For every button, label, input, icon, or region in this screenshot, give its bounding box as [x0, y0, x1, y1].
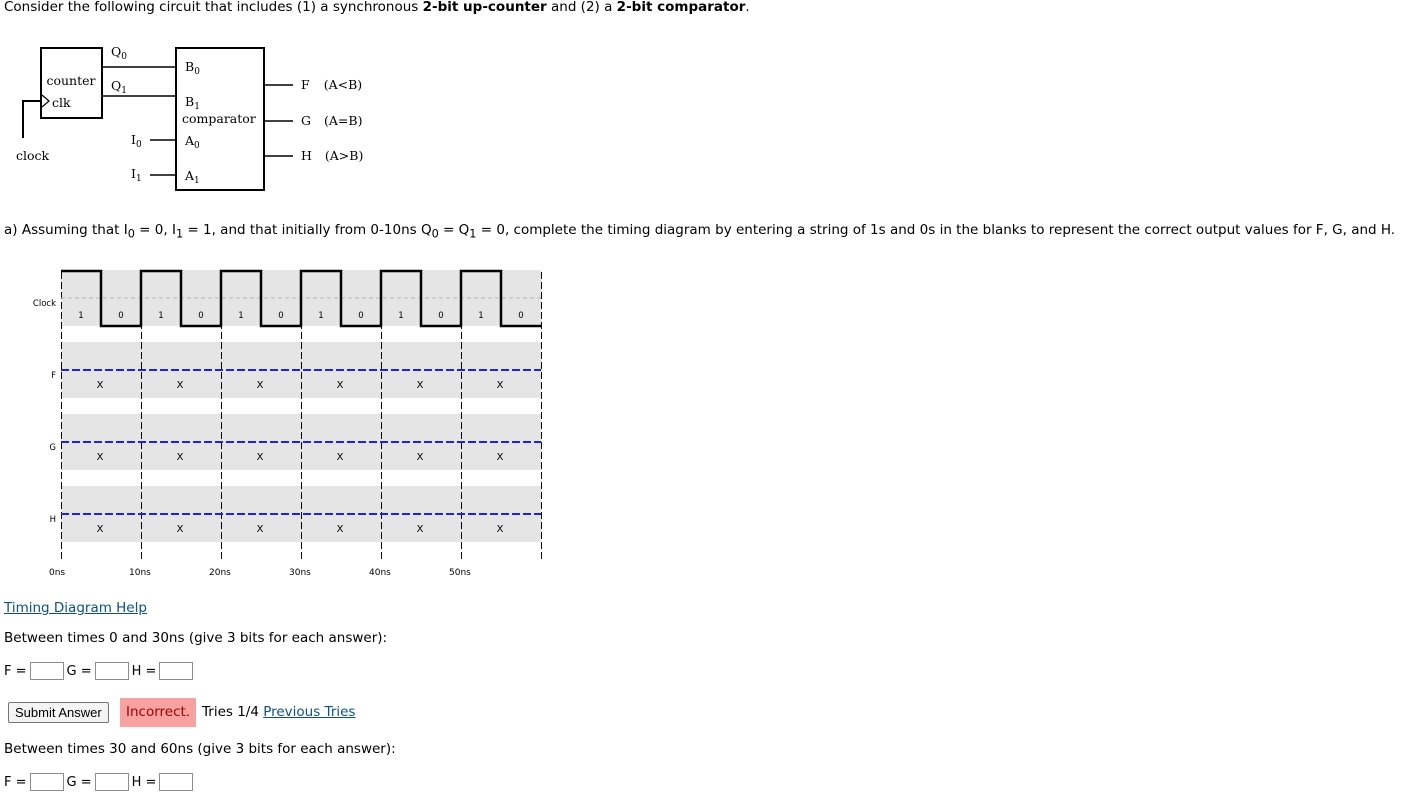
clock-wire — [23, 101, 41, 138]
clk-label: clk — [52, 95, 71, 110]
h-unknown-marker: X — [416, 524, 424, 535]
f-unknown-marker: X — [336, 380, 344, 391]
b1-label: $B_1$ — [185, 94, 200, 112]
f-unknown-marker: X — [416, 380, 424, 391]
g-unknown-marker: X — [96, 452, 104, 463]
f-input-2[interactable] — [30, 773, 64, 791]
g-unknown-marker: X — [416, 452, 424, 463]
time-label-0ns: 0ns — [49, 568, 66, 578]
time-label-20ns: 20ns — [209, 568, 231, 578]
h-unknown-marker: X — [336, 524, 344, 535]
h-output-label: H (A>B) — [301, 148, 364, 163]
clock-value-label: 0 — [278, 311, 284, 321]
comparator-label: comparator — [182, 111, 256, 126]
f-label-2: F = — [4, 774, 27, 790]
a1-label: $A_1$ — [185, 168, 200, 186]
h-input-2[interactable] — [159, 773, 193, 791]
g-unknown-marker: X — [496, 452, 504, 463]
timing-diagram-help-link[interactable]: Timing Diagram Help — [4, 600, 147, 616]
f-unknown-marker: X — [496, 380, 504, 391]
i0-label: $I_0$ — [131, 132, 142, 150]
clock-value-label: 1 — [78, 311, 84, 321]
question-2-prompt: Between times 30 and 60ns (give 3 bits for each answer): — [4, 741, 396, 757]
h-unknown-marker: X — [496, 524, 504, 535]
q1-label: $Q_1$ — [111, 78, 127, 96]
g-input-2[interactable] — [95, 773, 129, 791]
h-unknown-marker: X — [256, 524, 264, 535]
h-label-1: H = — [131, 663, 157, 679]
h-unknown-marker: X — [176, 524, 184, 535]
question-1-prompt: Between times 0 and 30ns (give 3 bits for each answer): — [4, 630, 388, 646]
g-label-2: G = — [66, 774, 92, 790]
clock-value-label: 0 — [118, 311, 124, 321]
clock-value-label: 0 — [198, 311, 204, 321]
f-unknown-marker: X — [96, 380, 104, 391]
g-unknown-marker: X — [256, 452, 264, 463]
clock-value-label: 0 — [358, 311, 364, 321]
time-label-40ns: 40ns — [369, 568, 391, 578]
tries-count: Tries 1/4 — [202, 704, 259, 720]
g-output-label: G (A=B) — [301, 113, 363, 128]
f-label-1: F = — [4, 663, 27, 679]
row-label-g: G — [49, 443, 56, 453]
tries-info — [202, 704, 355, 720]
f-output-label: F (A<B) — [301, 77, 363, 92]
row-label-clock: Clock — [32, 299, 56, 309]
g-input-1[interactable] — [95, 662, 129, 680]
incorrect-status-badge: Incorrect. — [120, 698, 196, 727]
time-label-30ns: 30ns — [289, 568, 311, 578]
f-unknown-marker: X — [256, 380, 264, 391]
clock-value-label: 1 — [158, 311, 164, 321]
f-unknown-marker: X — [176, 380, 184, 391]
g-unknown-marker: X — [336, 452, 344, 463]
a0-label: $A_0$ — [185, 133, 200, 151]
intro-text: Consider the following circuit that includes (1) a synchronous 2-bit up-counter and (2) a 2-bit comparator. — [4, 0, 750, 15]
time-label-50ns: 50ns — [449, 568, 471, 578]
timing-diagram — [0, 262, 560, 582]
b0-label: $B_0$ — [185, 59, 200, 77]
h-input-1[interactable] — [159, 662, 193, 680]
time-label-10ns: 10ns — [129, 568, 151, 578]
h-unknown-marker: X — [96, 524, 104, 535]
clock-value-label: 0 — [438, 311, 444, 321]
row-label-f: F — [51, 371, 56, 381]
submit-answer-button[interactable]: Submit Answer — [8, 702, 109, 723]
part-a-instructions: a) Assuming that $I_0 = 0$, $I_1 = 1$, and that initially from 0-10ns $Q_0 = Q_1 = 0$, complete the timing diagram by entering a string of 1s and 0s in the blanks to represent the correct output values for F, G, and H. — [4, 222, 1396, 241]
clock-label: clock — [16, 148, 50, 163]
f-input-1[interactable] — [30, 662, 64, 680]
question-1-answers — [4, 662, 196, 680]
clock-value-label: 0 — [518, 311, 524, 321]
clock-value-label: 1 — [398, 311, 404, 321]
g-unknown-marker: X — [176, 452, 184, 463]
clock-value-label: 1 — [318, 311, 324, 321]
counter-label: counter — [46, 73, 96, 88]
q0-label: $Q_0$ — [111, 44, 127, 62]
clk-triangle — [42, 95, 49, 107]
clock-value-label: 1 — [238, 311, 244, 321]
previous-tries-link[interactable]: Previous Tries — [263, 704, 356, 720]
i1-label: $I_1$ — [131, 166, 142, 184]
g-label-1: G = — [66, 663, 92, 679]
h-label-2: H = — [131, 774, 157, 790]
clock-value-label: 1 — [478, 311, 484, 321]
circuit-diagram — [0, 38, 420, 198]
question-2-answers — [4, 773, 196, 791]
row-label-h: H — [49, 515, 56, 525]
